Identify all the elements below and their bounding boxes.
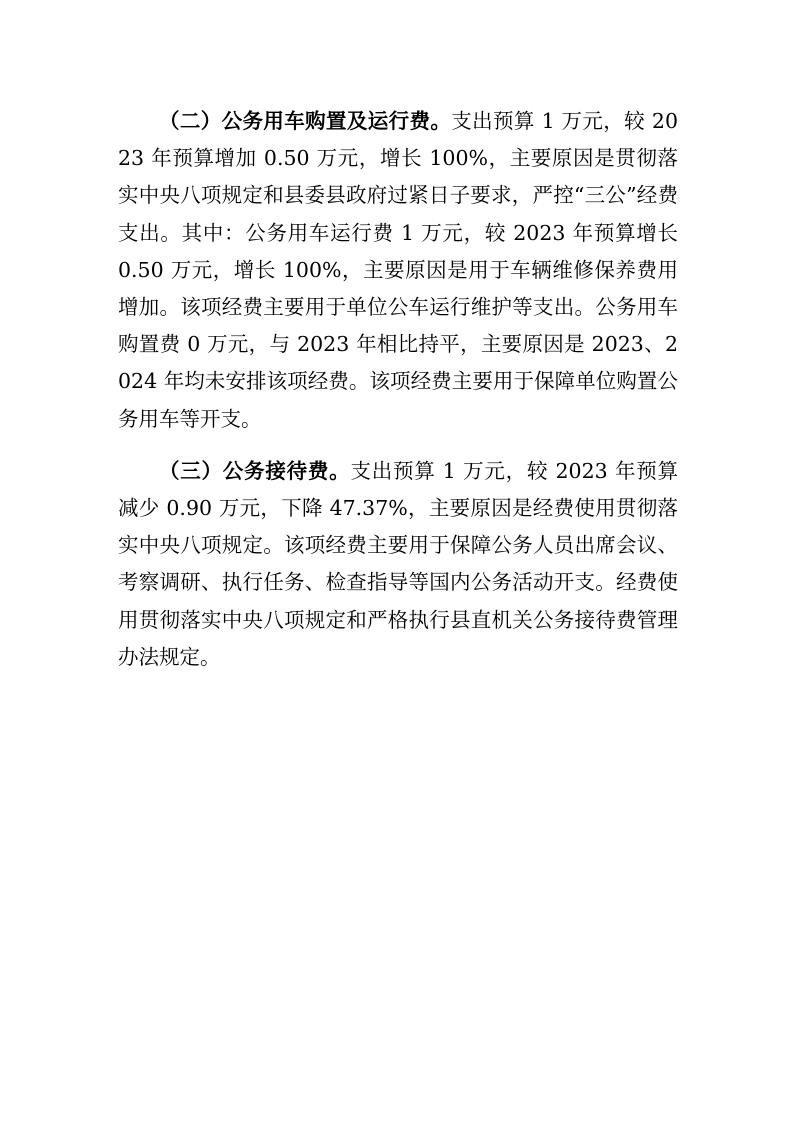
paragraph-text: 支出预算 1 万元，较 2023 年预算增加 0.50 万元，增长 100%，主要原因是贯彻落实中央八项规定和县委县政府过紧日子要求，严控“三公”经费支出。其中：公务用车运行费 1 万元，较 2023 年预算增长 0.50 万元，增长 100%，主要原因是用于车辆维修保养费用增加。该项经费主要用于单位公车运行维护等支出。公务用车购置费 0 万元，与 2023 年相比持平，主要原因是 2023、2024 年均未安排该项经费。该项经费主要用于保障单位购置公务用车等开支。 [118, 109, 678, 431]
document-body [118, 103, 678, 691]
paragraph-text: 支出预算 1 万元，较 2023 年预算减少 0.90 万元，下降 47.37%，主要原因是经费使用贯彻落实中央八项规定。该项经费主要用于保障公务人员出席会议、考察调研、执行任务、检查指导等国内公务活动开支。经费使用贯彻落实中央八项规定和严格执行县直机关公务接待费管理办法规定。 [118, 458, 679, 669]
paragraph-heading: （三）公务接待费。 [159, 458, 351, 483]
paragraph-reception-expenses [118, 453, 678, 676]
paragraph-heading: （二）公务用车购置及运行费。 [159, 109, 452, 133]
paragraph-vehicle-expenses [118, 103, 678, 438]
